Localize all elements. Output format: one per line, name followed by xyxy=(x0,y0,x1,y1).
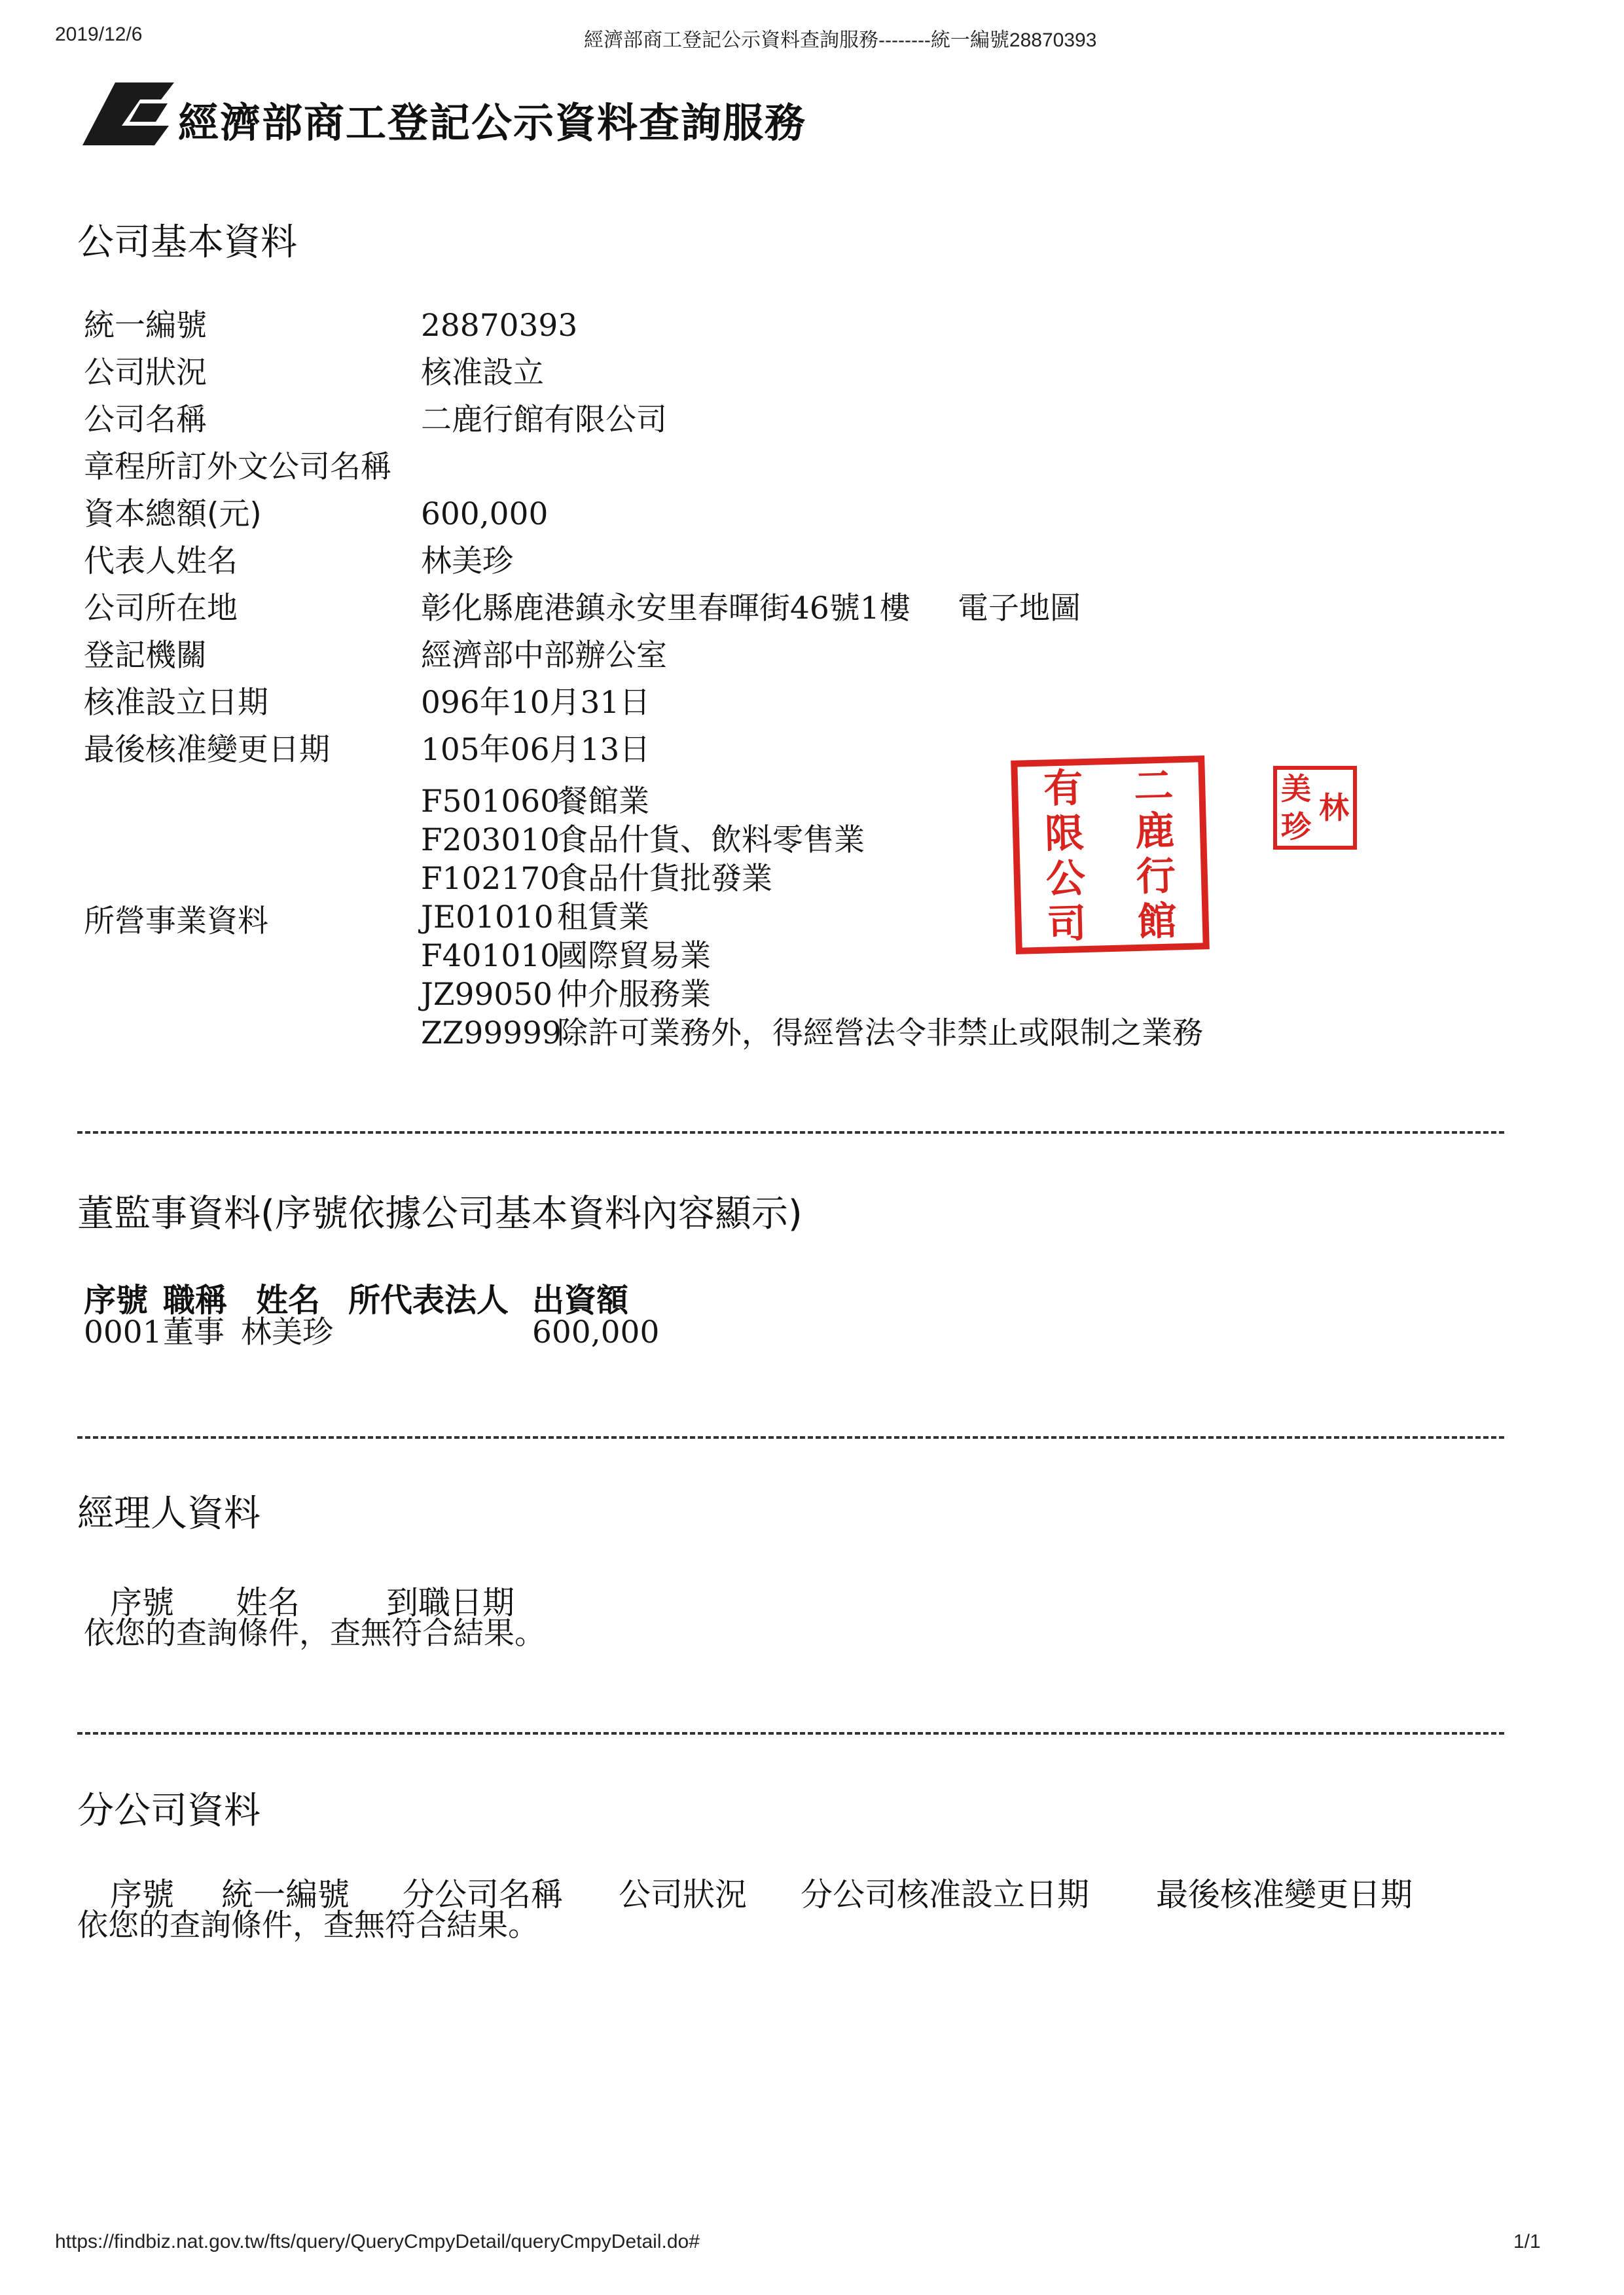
site-title: 經濟部商工登記公示資料查詢服務 xyxy=(178,99,807,147)
print-page-number: 1/1 xyxy=(1513,2231,1541,2252)
seal-char: 限 xyxy=(1044,810,1085,858)
business-code: JE01010 xyxy=(421,899,554,935)
field-value: 二鹿行館有限公司 xyxy=(421,402,667,438)
column-header: 姓名 xyxy=(236,1584,300,1621)
business-desc: 仲介服務業 xyxy=(557,977,711,1013)
business-label: 所營事業資料 xyxy=(84,903,268,939)
column-header: 分公司名稱 xyxy=(403,1876,564,1913)
field-label: 登記機關 xyxy=(84,638,207,674)
section-divider xyxy=(77,1131,1504,1134)
section-divider xyxy=(77,1732,1504,1735)
field-value: 經濟部中部辦公室 xyxy=(421,638,667,674)
section-title-company-basic: 公司基本資料 xyxy=(77,221,297,264)
business-desc: 租賃業 xyxy=(557,899,649,935)
seal-char: 二 xyxy=(1133,762,1174,810)
field-value: 600,000 xyxy=(421,496,549,532)
print-page-title: 經濟部商工登記公示資料查詢服務--------統一編號28870393 xyxy=(584,29,1097,51)
column-header: 到職日期 xyxy=(386,1584,515,1621)
section-title-directors: 董監事資料(序號依據公司基本資料內容顯示) xyxy=(77,1193,803,1235)
seal-char: 美 xyxy=(1281,771,1311,806)
director-no: 0001 xyxy=(84,1314,162,1350)
business-desc: 餐館業 xyxy=(557,784,649,820)
section-divider xyxy=(77,1436,1504,1439)
business-code: F102170 xyxy=(421,861,560,897)
field-label: 章程所訂外文公司名稱 xyxy=(84,449,391,485)
seal-char: 有 xyxy=(1043,765,1084,812)
field-row xyxy=(84,727,1131,774)
field-row xyxy=(84,397,1131,444)
field-value: 彰化縣鹿港鎮永安里春暉街46號1樓 xyxy=(421,590,911,626)
business-code: ZZ99999 xyxy=(421,1015,562,1051)
column-header: 序號 xyxy=(110,1876,175,1913)
field-value: 28870393 xyxy=(421,308,578,344)
ministry-logo-icon xyxy=(77,77,175,149)
company-basic-table xyxy=(84,302,1131,774)
business-desc: 食品什貨、飲料零售業 xyxy=(557,822,865,858)
seal-char: 行 xyxy=(1135,852,1176,900)
column-header: 分公司核准設立日期 xyxy=(801,1876,1090,1913)
field-label: 代表人姓名 xyxy=(84,543,238,579)
field-row xyxy=(84,491,1131,538)
director-amount: 600,000 xyxy=(532,1314,660,1350)
section-title-branches: 分公司資料 xyxy=(77,1790,261,1832)
directors-table xyxy=(84,1275,804,1367)
business-code: JZ99050 xyxy=(421,977,553,1013)
seal-char: 珍 xyxy=(1281,809,1311,844)
section-title-managers: 經理人資料 xyxy=(77,1492,261,1535)
field-label: 公司名稱 xyxy=(84,402,207,438)
column-header: 統一編號 xyxy=(221,1876,350,1913)
field-label: 核准設立日期 xyxy=(84,685,268,721)
field-row xyxy=(84,679,1131,727)
field-value: 核准設立 xyxy=(421,355,544,391)
column-header: 序號 xyxy=(110,1584,175,1621)
field-label: 資本總額(元) xyxy=(84,496,262,532)
field-value: 105年06月13日 xyxy=(421,732,651,768)
seal-char: 司 xyxy=(1046,900,1087,948)
business-desc: 國際貿易業 xyxy=(557,938,711,974)
print-date: 2019/12/6 xyxy=(55,24,143,45)
field-row xyxy=(84,302,1131,350)
field-label: 最後核准變更日期 xyxy=(84,732,330,768)
business-code: F203010 xyxy=(421,822,560,858)
person-seal xyxy=(1273,766,1357,850)
business-desc: 食品什貨批發業 xyxy=(557,861,772,897)
field-value: 096年10月31日 xyxy=(421,685,651,721)
column-header: 職稱 xyxy=(163,1282,228,1319)
field-row xyxy=(84,444,1131,491)
column-header: 公司狀況 xyxy=(619,1876,748,1913)
seal-char: 鹿 xyxy=(1134,807,1175,855)
business-code: F401010 xyxy=(421,938,560,974)
field-value: 林美珍 xyxy=(421,543,513,579)
field-row xyxy=(84,585,1131,632)
list-item xyxy=(421,1014,1337,1053)
column-header: 姓名 xyxy=(256,1282,321,1319)
business-code: F501060 xyxy=(421,784,560,820)
seal-char: 公 xyxy=(1045,855,1086,903)
field-row xyxy=(84,538,1131,585)
seal-char: 林 xyxy=(1319,790,1349,825)
column-header: 出資額 xyxy=(532,1282,629,1319)
company-seal xyxy=(1011,755,1210,954)
field-label: 公司狀況 xyxy=(84,355,207,391)
empty-result-message: 依您的查詢條件，查無符合結果。 xyxy=(77,1907,539,1943)
empty-result-message: 依您的查詢條件，查無符合結果。 xyxy=(84,1616,545,1652)
seal-char: 館 xyxy=(1136,897,1178,945)
business-desc: 除許可業務外，得經營法令非禁止或限制之業務 xyxy=(557,1015,1203,1051)
field-label: 公司所在地 xyxy=(84,590,238,626)
field-row xyxy=(84,350,1131,397)
print-url: https://findbiz.nat.gov.tw/fts/query/QueryCmpyDetail/queryCmpyDetail.do# xyxy=(55,2231,700,2252)
director-title: 董事 xyxy=(163,1314,225,1350)
field-row xyxy=(84,632,1131,679)
director-name: 林美珍 xyxy=(241,1314,333,1350)
column-header: 序號 xyxy=(84,1282,149,1319)
column-header: 最後核准變更日期 xyxy=(1156,1876,1413,1913)
map-link[interactable]: 電子地圖 xyxy=(958,590,1081,626)
list-item xyxy=(421,975,1337,1014)
field-label: 統一編號 xyxy=(84,308,207,344)
column-header: 所代表法人 xyxy=(348,1282,509,1319)
